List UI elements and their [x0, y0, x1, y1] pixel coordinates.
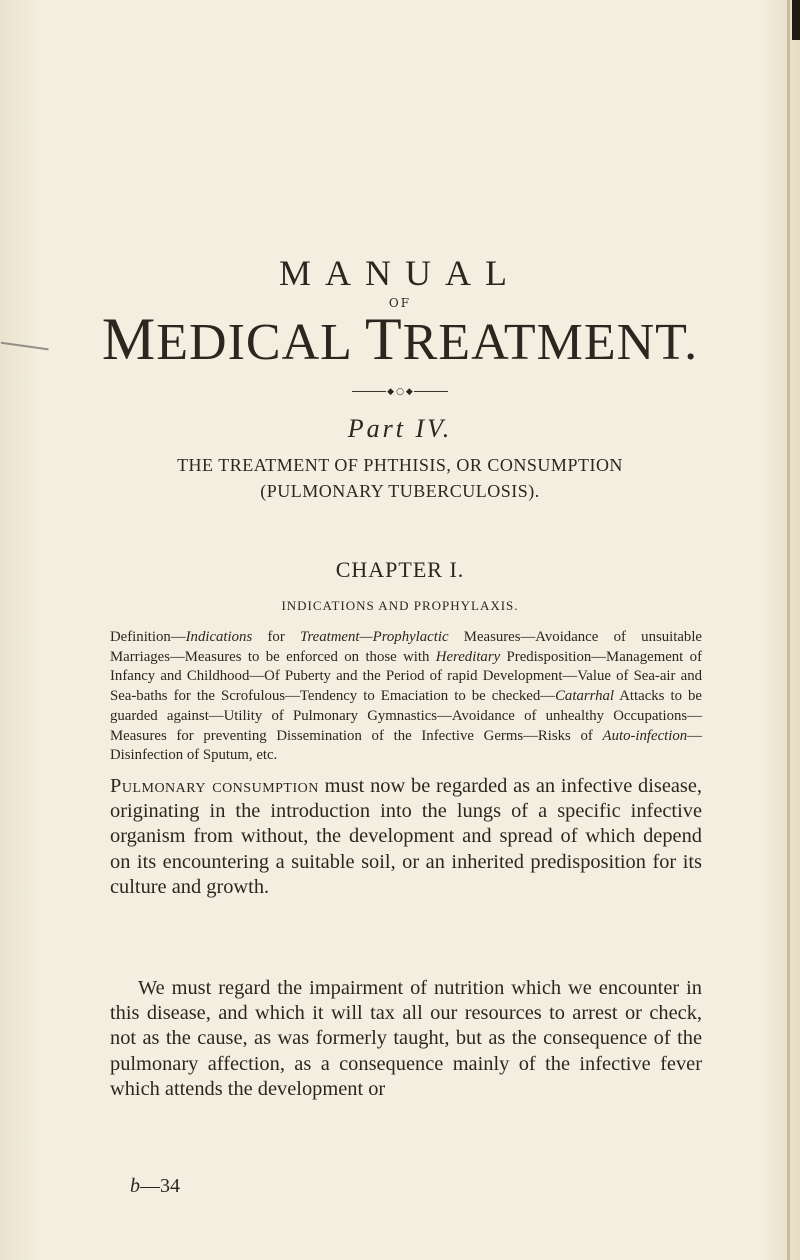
synopsis-italic: Catarrhal	[555, 688, 614, 705]
title-rest-treatment: REATMENT.	[402, 314, 699, 371]
title-rest-medical: EDICAL	[156, 314, 365, 371]
title-cap-t: T	[364, 306, 403, 372]
chapter-synopsis	[110, 628, 702, 766]
title-main	[0, 305, 800, 374]
synopsis-text: Attacks to be guarded against—Utility of Pulmonary Gymnastics—Avoidance of unhealthy Occupations—Measures for preventing Dissemination of the Infective Germs—Risks of	[110, 688, 702, 744]
subtitle-line-2: (PULMONARY TUBERCULOSIS).	[260, 481, 540, 501]
synopsis-italic: Hereditary	[435, 648, 501, 665]
subtitle-line-1: THE TREATMENT OF PHTHISIS, OR CONSUMPTION	[177, 455, 623, 475]
chapter-heading: CHAPTER I.	[335, 557, 465, 582]
synopsis-text: Predisposition—Management of Infancy and Childhood—Of Puberty and the Period of rapid Development—Value of Sea-air and Sea-baths for the Scrofulous—Tendency to Emaciation to be checked—	[110, 648, 702, 705]
paragraph-lead: Pulmonary consumption	[110, 775, 319, 797]
title-cap-m: M	[101, 306, 157, 372]
synopsis-text: Measures—Avoidance of unsuitable Marriages—Measures to be enforced on those with	[110, 629, 702, 665]
page-edge-line	[787, 0, 790, 1260]
title-ornament: ◆ ○ ◆	[0, 381, 800, 395]
paragraph-text: must now be regarded as an infective disease, originating in the introduction into the lungs of a specific infective organism from without, the development and spread of which depend on its encountering a suitable soil, or an inherited predisposition for its culture and growth.	[110, 775, 703, 898]
synopsis-text: for	[252, 629, 301, 645]
part-heading: Part IV.	[347, 414, 453, 443]
signature-mark	[130, 1175, 180, 1198]
synopsis-italic: Treatment—Prophylactic	[300, 629, 449, 645]
synopsis-text: Definition—	[110, 629, 186, 645]
corner-mark	[792, 0, 800, 40]
body-paragraph-1	[110, 774, 702, 900]
signature-letter: b	[130, 1175, 140, 1197]
chapter-subheading: INDICATIONS AND PROPHYLAXIS.	[281, 598, 519, 613]
signature-number: —34	[140, 1175, 180, 1197]
title-of: OF	[388, 296, 412, 310]
synopsis-text: —Disinfection of Sputum, etc.	[110, 727, 702, 764]
title-manual: MANUAL	[279, 253, 521, 293]
synopsis-italic: Indications	[185, 629, 253, 645]
body-paragraph-2: We must regard the impairment of nutrition which we encounter in this disease, and which it will tax all our resources to arrest or check, not as the cause, as was formerly taught, but as the consequence of the pulmonary affection, as a consequence mainly of the infective fever which attends the development or	[110, 977, 702, 1100]
synopsis-italic: Auto-infection	[602, 727, 688, 744]
